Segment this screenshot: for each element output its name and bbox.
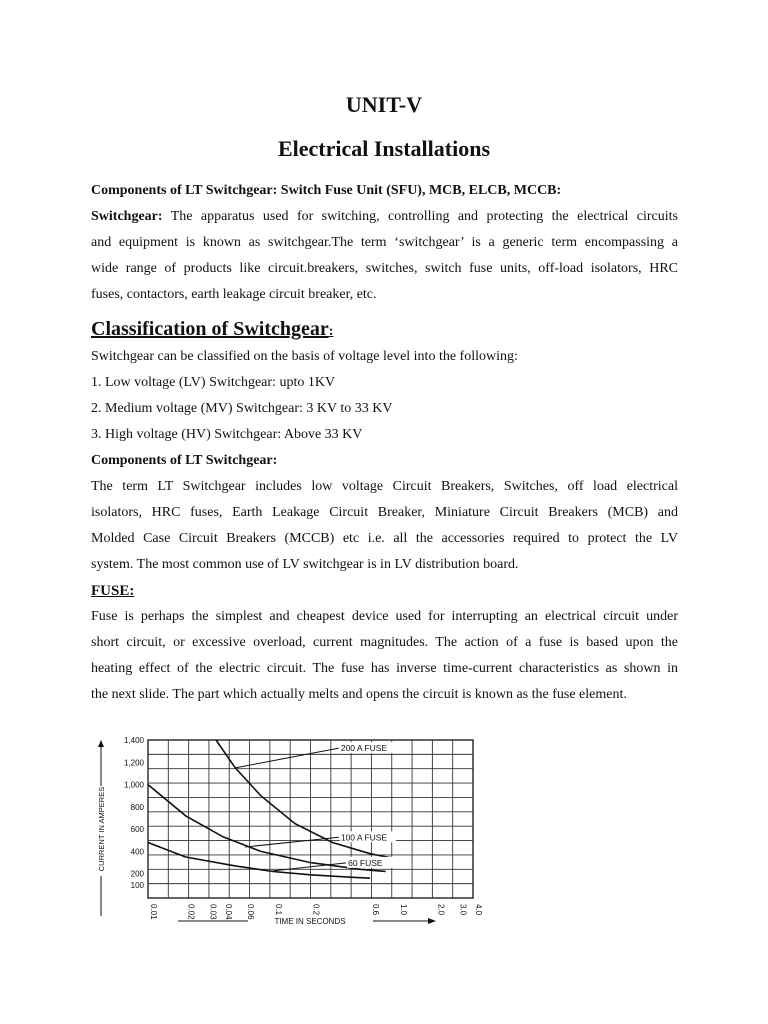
switchgear-definition-line [91, 204, 678, 230]
classification-intro: Switchgear can be classified on the basis of voltage level into the following: [91, 349, 518, 364]
classification-heading-colon: : [328, 324, 334, 339]
fuse-line: Fuse is perhaps the simplest and cheapest device used for interrupting an electrical circuit under [91, 609, 678, 624]
x-tick-label: 0.04 [224, 904, 234, 920]
switchgear-term: Switchgear: [91, 209, 163, 224]
y-axis-arrow-head [98, 740, 104, 747]
x-tick-label: 0.03 [208, 904, 218, 920]
x-tick-label: 0.2 [311, 904, 321, 916]
label-leader-line [245, 837, 339, 847]
label-leader-line [235, 748, 339, 768]
series-curve [148, 843, 370, 879]
y-tick-label: 200 [130, 869, 144, 879]
y-tick-label: 1,200 [123, 758, 144, 768]
y-tick-label: 100 [130, 880, 144, 890]
list-item: 2. Medium voltage (MV) Switchgear: 3 KV to 33 KV [91, 401, 393, 416]
x-tick-label: 1.0 [398, 904, 408, 916]
x-axis-arrow-head [428, 918, 436, 924]
fuse-line: the next slide. The part which actually melts and opens the circuit is known as the fuse element. [91, 687, 627, 702]
series-label: 200 A FUSE [340, 743, 388, 754]
x-tick-label: 3.0 [458, 904, 468, 916]
lt-components-heading: Components of LT Switchgear: [91, 453, 278, 468]
switchgear-definition-line: and equipment is known as switchgear.The term ‘switchgear’ is a generic term encompassing a [91, 235, 678, 250]
fuse-heading: FUSE: [91, 583, 135, 599]
y-tick-label: 1,400 [123, 736, 144, 745]
fuse-characteristics-chart [88, 728, 488, 934]
unit-heading: UNIT-V [345, 92, 423, 117]
switchgear-text: The apparatus used for switching, controlling and protecting the electrical circuits [162, 209, 678, 224]
x-tick-label: 0.02 [186, 904, 196, 920]
components-heading: Components of LT Switchgear: Switch Fuse Unit (SFU), MCB, ELCB, MCCB: [91, 183, 562, 198]
x-tick-label: 0.1 [273, 904, 283, 916]
classification-heading [91, 314, 678, 344]
switchgear-definition-line: fuses, contactors, earth leakage circuit breaker, etc. [91, 287, 377, 302]
x-tick-label: 4.0 [474, 904, 483, 916]
list-item: 1. Low voltage (LV) Switchgear: upto 1KV [91, 375, 336, 390]
classification-section [91, 314, 678, 708]
fuse-line: short circuit, or excessive overload, current magnitudes. The action of a fuse is based upon the [91, 635, 678, 650]
lt-components-line: isolators, HRC fuses, Earth Leakage Circuit Breaker, Miniature Circuit Breakers (MCB) and [91, 505, 678, 520]
switchgear-section [91, 178, 678, 308]
y-tick-label: 1,000 [123, 780, 144, 790]
lt-components-line: The term LT Switchgear includes low voltage Circuit Breakers, Switches, off load electrical [91, 479, 678, 494]
y-tick-label: 600 [130, 825, 144, 835]
y-tick-label: 400 [130, 847, 144, 857]
y-tick-label: 800 [130, 802, 144, 812]
page-title: Electrical Installations [277, 136, 491, 161]
x-tick-label: 0.06 [246, 904, 256, 920]
y-axis-title: CURRENT IN AMPERES [97, 786, 106, 872]
fuse-line: heating effect of the electric circuit. The fuse has inverse time-current characteristics as shown in [91, 661, 678, 676]
x-tick-label: 0.6 [371, 904, 381, 916]
lt-components-line: Molded Case Circuit Breakers (MCCB) etc i.e. all the accessories required to protect the LV [91, 531, 678, 546]
series-label: 60 FUSE [348, 857, 383, 868]
x-axis-title: TIME IN SECONDS [274, 917, 346, 926]
series-label: 100 A FUSE [340, 832, 388, 843]
switchgear-definition-line: wide range of products like circuit.breakers, switches, switch fuse units, off-load isolators, HRC [91, 261, 678, 276]
lt-components-line: system. The most common use of LV switchgear is in LV distribution board. [91, 557, 519, 572]
label-leader-line [273, 863, 346, 871]
x-tick-label: 0.01 [149, 904, 158, 920]
classification-heading-text: Classification of Switchgear [91, 318, 329, 340]
x-tick-label: 2.0 [436, 904, 446, 916]
list-item: 3. High voltage (HV) Switchgear: Above 33 KV [91, 427, 363, 442]
